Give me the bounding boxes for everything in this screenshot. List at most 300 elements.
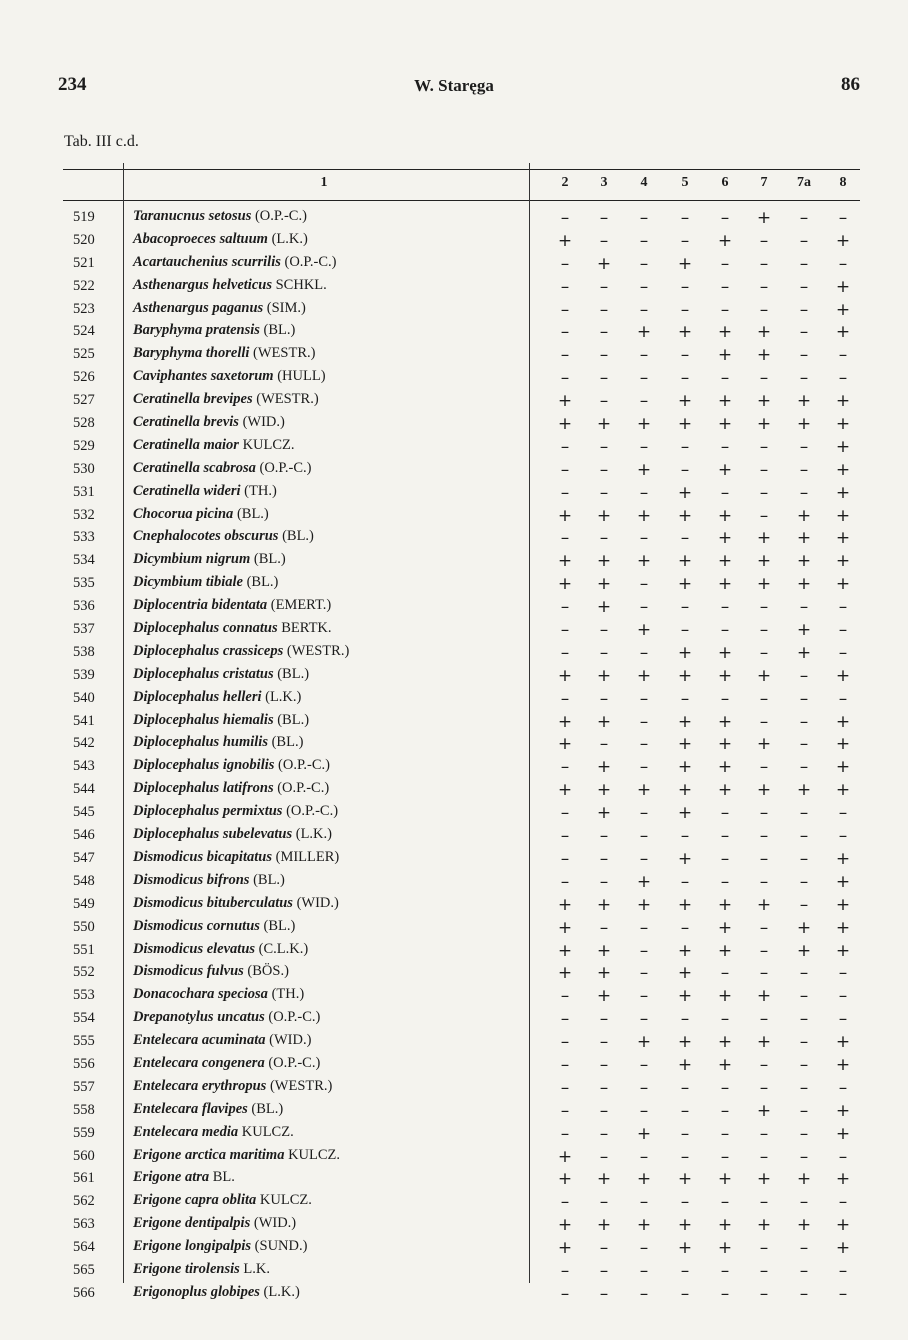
presence-mark-col-2: –: [560, 436, 570, 457]
presence-mark-col-2: –: [560, 368, 570, 389]
species-binomial: Erigone longipalpis: [133, 1238, 252, 1255]
row-number: 538: [73, 643, 95, 660]
presence-mark-col-4: –: [639, 940, 649, 961]
species-author: (BL.): [263, 322, 296, 339]
species-binomial: Caviphantes saxetorum: [133, 368, 274, 385]
presence-mark-col-7a: –: [799, 963, 809, 984]
presence-mark-col-3: –: [599, 917, 609, 938]
page-number-left: 234: [58, 74, 87, 95]
species-name: [133, 941, 308, 958]
presence-mark-col-2: –: [560, 299, 570, 320]
species-author: (WID.): [269, 1032, 312, 1049]
presence-mark-col-7a: –: [799, 322, 809, 343]
row-number: 531: [73, 483, 95, 500]
table-row: [63, 711, 860, 734]
presence-mark-col-7a: +: [796, 917, 812, 938]
presence-mark-col-6: –: [720, 963, 730, 984]
species-binomial: Asthenargus helveticus: [133, 276, 272, 293]
presence-mark-col-5: –: [680, 1100, 690, 1121]
presence-mark-col-7a: –: [799, 276, 809, 297]
presence-mark-col-6: –: [720, 1146, 730, 1167]
presence-mark-col-7a: –: [799, 1260, 809, 1281]
presence-mark-col-7a: –: [799, 299, 809, 320]
presence-mark-col-2: +: [557, 1169, 573, 1190]
presence-mark-col-2: –: [560, 1123, 570, 1144]
presence-mark-col-7: –: [759, 940, 769, 961]
row-number: 563: [73, 1216, 95, 1233]
table-row: [63, 505, 860, 528]
presence-mark-col-6: +: [717, 1215, 733, 1236]
presence-mark-col-8: +: [835, 711, 851, 732]
presence-mark-col-5: +: [677, 253, 693, 274]
presence-mark-col-6: +: [717, 917, 733, 938]
presence-mark-col-7: –: [759, 436, 769, 457]
presence-mark-col-3: –: [599, 368, 609, 389]
presence-mark-col-7: –: [759, 597, 769, 618]
presence-mark-col-3: –: [599, 1077, 609, 1098]
presence-mark-col-4: –: [639, 826, 649, 847]
presence-mark-col-7: –: [759, 711, 769, 732]
presence-mark-col-5: +: [677, 574, 693, 595]
presence-mark-col-7a: –: [799, 871, 809, 892]
presence-mark-col-7: –: [759, 230, 769, 251]
presence-mark-col-2: –: [560, 1077, 570, 1098]
presence-mark-col-3: +: [596, 1215, 612, 1236]
column-header-7: 7: [760, 175, 768, 190]
presence-mark-col-6: –: [720, 368, 730, 389]
table-row: [63, 779, 860, 802]
presence-mark-col-3: +: [596, 597, 612, 618]
presence-mark-col-6: –: [720, 826, 730, 847]
table-row: [63, 1146, 860, 1169]
presence-mark-col-5: +: [677, 322, 693, 343]
presence-mark-col-6: –: [720, 803, 730, 824]
row-number: 564: [73, 1239, 95, 1256]
presence-mark-col-4: –: [639, 1238, 649, 1259]
presence-mark-col-7: +: [756, 414, 772, 435]
presence-mark-col-6: +: [717, 665, 733, 686]
presence-mark-col-5: –: [680, 276, 690, 297]
presence-mark-col-7: –: [759, 1146, 769, 1167]
presence-mark-col-7a: –: [799, 665, 809, 686]
presence-mark-col-7a: +: [796, 551, 812, 572]
species-name: [133, 757, 330, 774]
species-name: [133, 414, 285, 431]
presence-mark-col-7: –: [759, 963, 769, 984]
presence-mark-col-7: +: [756, 894, 772, 915]
row-number: 557: [73, 1078, 95, 1095]
presence-mark-col-6: –: [720, 848, 730, 869]
presence-mark-col-8: –: [838, 1077, 848, 1098]
species-name: [133, 597, 331, 614]
presence-mark-col-7: –: [759, 688, 769, 709]
presence-mark-col-6: +: [717, 940, 733, 961]
presence-mark-col-4: –: [639, 1009, 649, 1030]
table-caption: Tab. III c.d.: [64, 133, 139, 150]
table-header-rule: [63, 200, 860, 201]
species-binomial: Cnephalocotes obscurus: [133, 528, 279, 545]
column-header-6: 6: [721, 175, 729, 190]
presence-mark-col-2: +: [557, 917, 573, 938]
presence-mark-col-8: +: [835, 276, 851, 297]
presence-mark-col-6: +: [717, 734, 733, 755]
presence-mark-col-8: +: [835, 757, 851, 778]
presence-mark-col-8: –: [838, 368, 848, 389]
page-number-right: 86: [841, 74, 860, 95]
presence-mark-col-3: +: [596, 803, 612, 824]
presence-mark-col-2: +: [557, 734, 573, 755]
presence-mark-col-4: –: [639, 986, 649, 1007]
presence-mark-col-4: –: [639, 917, 649, 938]
presence-mark-col-4: +: [636, 505, 652, 526]
presence-mark-col-2: –: [560, 482, 570, 503]
presence-mark-col-4: –: [639, 230, 649, 251]
presence-mark-col-7: –: [759, 482, 769, 503]
presence-mark-col-7: –: [759, 620, 769, 641]
presence-mark-col-4: –: [639, 963, 649, 984]
presence-mark-col-5: +: [677, 848, 693, 869]
species-name: [133, 483, 277, 500]
species-name: [133, 300, 306, 317]
presence-mark-col-6: –: [720, 1009, 730, 1030]
presence-mark-col-7: +: [756, 780, 772, 801]
table-row: [63, 299, 860, 322]
species-author: KULCZ.: [288, 1146, 341, 1163]
row-number: 551: [73, 941, 95, 958]
presence-mark-col-3: +: [596, 894, 612, 915]
presence-mark-col-4: –: [639, 1077, 649, 1098]
species-name: [133, 528, 314, 545]
row-number: 553: [73, 987, 95, 1004]
species-binomial: Erigone arctica maritima: [133, 1146, 285, 1163]
row-number: 539: [73, 666, 95, 683]
row-number: 558: [73, 1101, 95, 1118]
presence-mark-col-8: +: [835, 1123, 851, 1144]
presence-mark-col-8: +: [835, 940, 851, 961]
presence-mark-col-8: –: [838, 597, 848, 618]
species-author: (L.K.): [271, 230, 308, 247]
row-number: 524: [73, 323, 95, 340]
presence-mark-col-5: –: [680, 1283, 690, 1304]
presence-mark-col-4: +: [636, 459, 652, 480]
presence-mark-col-3: –: [599, 230, 609, 251]
table-row: [63, 1123, 860, 1146]
row-number: 559: [73, 1124, 95, 1141]
species-author: (BÖS.): [247, 963, 289, 980]
presence-mark-col-8: +: [835, 482, 851, 503]
presence-mark-col-7: –: [759, 642, 769, 663]
species-name: [133, 918, 295, 935]
presence-mark-col-2: –: [560, 597, 570, 618]
presence-mark-col-5: –: [680, 459, 690, 480]
presence-mark-col-4: +: [636, 1123, 652, 1144]
species-binomial: Diplocentria bidentata: [133, 597, 268, 614]
presence-mark-col-2: +: [557, 894, 573, 915]
row-number: 549: [73, 895, 95, 912]
table-row: [63, 642, 860, 665]
presence-mark-col-6: +: [717, 711, 733, 732]
presence-mark-col-8: +: [835, 1169, 851, 1190]
species-name: [133, 734, 303, 751]
presence-mark-col-5: –: [680, 1260, 690, 1281]
presence-mark-col-4: –: [639, 253, 649, 274]
presence-mark-col-7a: –: [799, 1032, 809, 1053]
presence-mark-col-8: +: [835, 528, 851, 549]
presence-mark-col-8: +: [835, 505, 851, 526]
species-author: (O.P.-C.): [277, 780, 330, 797]
presence-mark-col-3: –: [599, 1123, 609, 1144]
presence-mark-col-5: +: [677, 505, 693, 526]
presence-mark-col-7a: –: [799, 894, 809, 915]
presence-mark-col-7: +: [756, 665, 772, 686]
presence-mark-col-8: –: [838, 1260, 848, 1281]
presence-mark-col-5: –: [680, 826, 690, 847]
presence-mark-col-2: –: [560, 1054, 570, 1075]
species-author: (SUND.): [254, 1238, 308, 1255]
row-number: 534: [73, 552, 95, 569]
presence-mark-col-3: +: [596, 940, 612, 961]
species-author: (HULL): [277, 368, 326, 385]
presence-mark-col-5: +: [677, 780, 693, 801]
table-row: [63, 985, 860, 1008]
presence-mark-col-5: +: [677, 757, 693, 778]
table-row: [63, 802, 860, 825]
species-binomial: Dismodicus bicapitatus: [133, 848, 272, 865]
presence-mark-col-6: –: [720, 299, 730, 320]
species-name: [133, 1101, 283, 1118]
presence-mark-col-8: +: [835, 414, 851, 435]
presence-mark-col-7: +: [756, 734, 772, 755]
presence-mark-col-2: +: [557, 780, 573, 801]
species-author: KULCZ.: [242, 436, 295, 453]
presence-mark-col-7: –: [759, 826, 769, 847]
presence-mark-col-7: +: [756, 528, 772, 549]
presence-mark-col-4: –: [639, 1054, 649, 1075]
species-author: (BL.): [253, 551, 286, 568]
presence-mark-col-2: –: [560, 253, 570, 274]
presence-mark-col-7a: –: [799, 230, 809, 251]
presence-mark-col-4: –: [639, 276, 649, 297]
presence-mark-col-3: –: [599, 1260, 609, 1281]
presence-mark-col-6: +: [717, 1054, 733, 1075]
species-name: [133, 208, 307, 225]
species-name: [133, 1078, 332, 1095]
presence-mark-col-8: +: [835, 848, 851, 869]
row-number: 523: [73, 300, 95, 317]
presence-mark-col-7: –: [759, 276, 769, 297]
table-row: [63, 230, 860, 253]
presence-mark-col-4: –: [639, 1146, 649, 1167]
presence-mark-col-4: –: [639, 1192, 649, 1213]
presence-mark-col-2: +: [557, 711, 573, 732]
presence-mark-col-8: +: [835, 871, 851, 892]
presence-mark-col-4: +: [636, 620, 652, 641]
presence-mark-col-8: +: [835, 574, 851, 595]
presence-mark-col-3: –: [599, 734, 609, 755]
presence-mark-col-5: +: [677, 734, 693, 755]
presence-mark-col-2: –: [560, 642, 570, 663]
presence-mark-col-8: +: [835, 1054, 851, 1075]
presence-mark-col-6: +: [717, 345, 733, 366]
presence-mark-col-5: –: [680, 208, 690, 228]
species-binomial: Erigone capra oblita: [133, 1192, 257, 1209]
species-binomial: Entelecara erythropus: [133, 1077, 267, 1094]
presence-mark-col-4: –: [639, 597, 649, 618]
species-binomial: Ceratinella wideri: [133, 482, 241, 499]
presence-mark-col-3: –: [599, 1009, 609, 1030]
species-name: [133, 643, 349, 660]
presence-mark-col-7: –: [759, 1283, 769, 1304]
species-name: [133, 231, 308, 248]
row-number: 566: [73, 1284, 95, 1301]
species-name: [133, 1238, 307, 1255]
species-name: [133, 803, 338, 820]
column-header-1: 1: [320, 175, 328, 190]
presence-mark-col-6: –: [720, 597, 730, 618]
presence-mark-col-7a: –: [799, 1077, 809, 1098]
species-name: [133, 1215, 296, 1232]
species-author: KULCZ.: [241, 1123, 294, 1140]
presence-mark-col-7: –: [759, 757, 769, 778]
table-row: [63, 413, 860, 436]
presence-mark-col-5: –: [680, 1077, 690, 1098]
presence-mark-col-5: +: [677, 940, 693, 961]
presence-mark-col-3: –: [599, 276, 609, 297]
table-row: [63, 253, 860, 276]
presence-mark-col-7: –: [759, 253, 769, 274]
species-author: (O.P.-C.): [286, 803, 339, 820]
presence-mark-col-7: –: [759, 871, 769, 892]
species-name: [133, 277, 327, 294]
species-author: (O.P.-C.): [254, 208, 307, 224]
presence-mark-col-6: –: [720, 436, 730, 457]
presence-mark-col-2: +: [557, 1146, 573, 1167]
presence-mark-col-4: –: [639, 642, 649, 663]
presence-mark-col-2: –: [560, 848, 570, 869]
presence-mark-col-5: –: [680, 1009, 690, 1030]
presence-mark-col-8: +: [835, 1032, 851, 1053]
presence-mark-col-7a: +: [796, 414, 812, 435]
presence-mark-col-3: –: [599, 299, 609, 320]
presence-mark-col-8: +: [835, 734, 851, 755]
presence-mark-col-7a: –: [799, 688, 809, 709]
row-number: 540: [73, 689, 95, 706]
species-author: (MILLER): [275, 848, 340, 865]
species-author: (O.P.-C.): [268, 1054, 321, 1071]
table-row: [63, 756, 860, 779]
presence-mark-col-3: –: [599, 620, 609, 641]
species-author: (O.P.-C.): [278, 757, 330, 774]
species-binomial: Baryphyma pratensis: [133, 322, 260, 339]
presence-mark-col-8: +: [835, 459, 851, 480]
row-number: 532: [73, 506, 95, 523]
species-author: (EMERT.): [270, 597, 332, 614]
species-name: [133, 849, 339, 866]
species-author: (WESTR.): [256, 391, 319, 408]
presence-mark-col-3: –: [599, 642, 609, 663]
species-binomial: Ceratinella scabrosa: [133, 459, 256, 476]
presence-mark-col-3: +: [596, 711, 612, 732]
presence-mark-col-8: –: [838, 963, 848, 984]
table-row: [63, 367, 860, 390]
presence-mark-col-4: +: [636, 1169, 652, 1190]
presence-mark-col-7a: –: [799, 734, 809, 755]
presence-mark-col-3: –: [599, 391, 609, 412]
presence-mark-col-8: +: [835, 917, 851, 938]
presence-mark-col-7a: –: [799, 1123, 809, 1144]
presence-mark-col-6: –: [720, 1192, 730, 1213]
species-name: [133, 712, 309, 729]
presence-mark-col-2: +: [557, 505, 573, 526]
species-author: (BL.): [246, 574, 279, 591]
row-number: 547: [73, 849, 95, 866]
presence-mark-col-2: –: [560, 986, 570, 1007]
presence-mark-col-7a: –: [799, 1009, 809, 1030]
presence-mark-col-3: +: [596, 757, 612, 778]
row-number: 521: [73, 254, 95, 271]
presence-mark-col-6: +: [717, 1169, 733, 1190]
species-binomial: Dismodicus bifrons: [133, 871, 250, 888]
table-row: [63, 962, 860, 985]
presence-mark-col-7: +: [756, 1032, 772, 1053]
presence-mark-col-4: –: [639, 528, 649, 549]
presence-mark-col-6: +: [717, 414, 733, 435]
presence-mark-col-3: +: [596, 665, 612, 686]
species-name: [133, 986, 304, 1003]
presence-mark-col-4: +: [636, 322, 652, 343]
species-table: [63, 163, 860, 1304]
presence-mark-col-3: –: [599, 871, 609, 892]
presence-mark-col-7: –: [759, 505, 769, 526]
presence-mark-col-6: –: [720, 208, 730, 228]
presence-mark-col-3: –: [599, 1100, 609, 1121]
presence-mark-col-5: –: [680, 688, 690, 709]
row-number: 527: [73, 392, 95, 409]
column-header-5: 5: [681, 175, 689, 190]
presence-mark-col-7: +: [756, 1215, 772, 1236]
species-name: [133, 506, 269, 523]
presence-mark-col-3: +: [596, 414, 612, 435]
presence-mark-col-7: –: [759, 459, 769, 480]
presence-mark-col-6: –: [720, 482, 730, 503]
species-author: (O.P.-C.): [259, 459, 312, 476]
species-name: [133, 689, 301, 706]
presence-mark-col-7a: –: [799, 368, 809, 389]
presence-mark-col-4: –: [639, 208, 649, 228]
presence-mark-col-4: –: [639, 1100, 649, 1121]
table-row: [63, 825, 860, 848]
table-row: [63, 1008, 860, 1031]
presence-mark-col-3: –: [599, 528, 609, 549]
species-author: (WESTR.): [286, 642, 350, 659]
presence-mark-col-2: –: [560, 1283, 570, 1304]
presence-mark-col-7a: –: [799, 826, 809, 847]
species-binomial: Donacochara speciosa: [133, 986, 268, 1003]
species-name: [133, 574, 278, 591]
presence-mark-col-2: +: [557, 1238, 573, 1259]
species-binomial: Ceratinella maior: [133, 436, 239, 453]
presence-mark-col-8: +: [835, 436, 851, 457]
presence-mark-col-7: –: [759, 917, 769, 938]
presence-mark-col-7a: +: [796, 780, 812, 801]
presence-mark-col-8: –: [838, 688, 848, 709]
row-number: 552: [73, 964, 95, 981]
presence-mark-col-3: –: [599, 1032, 609, 1053]
presence-mark-col-7: –: [759, 1077, 769, 1098]
presence-mark-col-2: +: [557, 1215, 573, 1236]
presence-mark-col-8: +: [835, 551, 851, 572]
row-number: 520: [73, 231, 95, 248]
